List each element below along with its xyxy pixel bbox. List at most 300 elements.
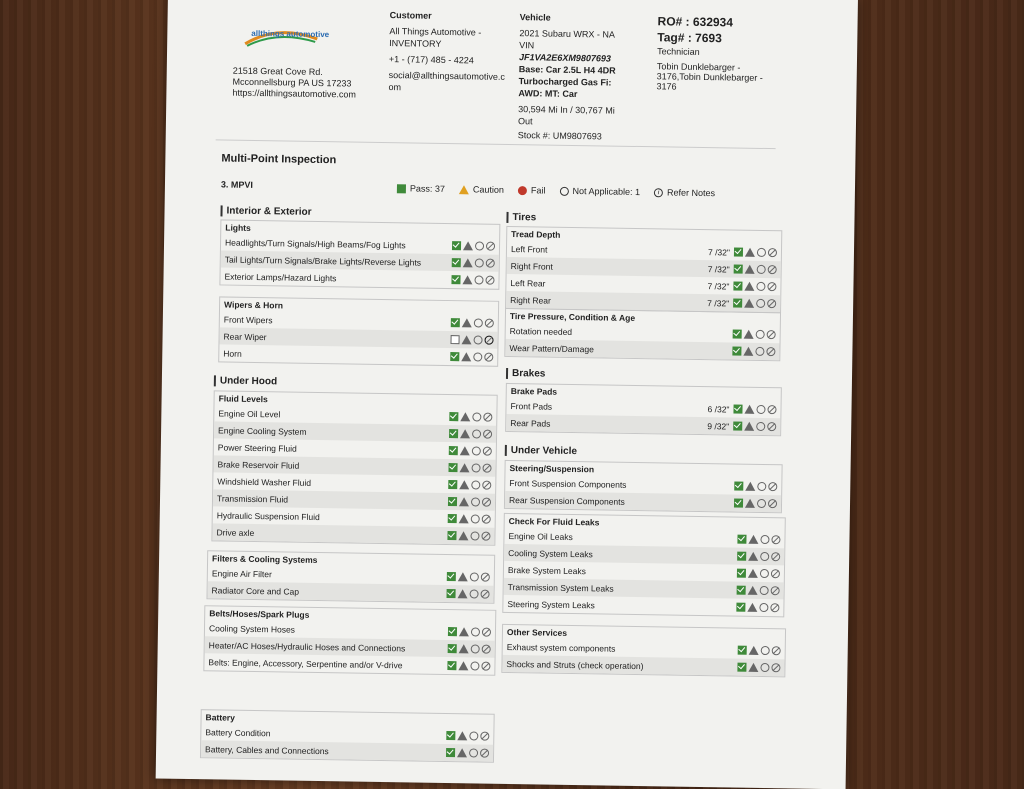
- caution-icon[interactable]: [458, 661, 468, 670]
- pass-check-icon[interactable]: [733, 298, 742, 307]
- vehicle-spec: Base: Car 2.5L H4 4DR: [518, 64, 616, 76]
- status-icons: [448, 497, 491, 507]
- inspection-item-label: Brake System Leaks: [507, 564, 586, 576]
- other-services-group: [501, 624, 786, 677]
- status-icons: [446, 731, 489, 741]
- caution-icon[interactable]: [748, 663, 758, 672]
- not-applicable-icon[interactable]: [485, 319, 494, 328]
- inspection-item-label: Cooling System Hoses: [208, 622, 296, 635]
- fail-icon[interactable]: [757, 248, 766, 257]
- pass-check-icon[interactable]: [733, 281, 742, 290]
- inspection-item-label: Rear Suspension Components: [508, 494, 625, 507]
- pass-check-icon[interactable]: [448, 480, 457, 489]
- group-title: Steering/Suspension: [509, 463, 595, 475]
- not-applicable-icon[interactable]: [484, 336, 493, 345]
- caution-icon[interactable]: [748, 535, 758, 544]
- wipers-horn-group: [218, 296, 499, 366]
- group-title: Other Services: [506, 626, 568, 638]
- status-icons: [448, 514, 491, 524]
- status-icons: [451, 275, 494, 285]
- status-icons: [737, 569, 780, 579]
- pass-check-icon[interactable]: [446, 748, 455, 757]
- vehicle-mileage: Out: [517, 116, 533, 127]
- caution-icon[interactable]: [458, 589, 468, 598]
- inspection-row: [503, 595, 783, 616]
- legend-notes-label: Refer Notes: [666, 187, 716, 199]
- pass-check-icon[interactable]: [448, 514, 457, 523]
- vehicle-mileage: 30,594 Mi In / 30,767 Mi: [518, 104, 615, 116]
- fail-icon[interactable]: [756, 282, 765, 291]
- not-applicable-icon[interactable]: [482, 498, 491, 507]
- not-applicable-icon[interactable]: [484, 353, 493, 362]
- not-applicable-icon[interactable]: [482, 628, 491, 637]
- caution-icon[interactable]: [745, 482, 755, 491]
- not-applicable-icon[interactable]: [772, 646, 781, 655]
- caution-icon[interactable]: [463, 258, 473, 267]
- pass-check-icon[interactable]: [446, 731, 455, 740]
- pass-check-icon[interactable]: [448, 463, 457, 472]
- fail-icon[interactable]: [756, 405, 765, 414]
- caution-icon[interactable]: [747, 603, 757, 612]
- vin-value: JF1VA2E6XM9807693: [518, 52, 611, 64]
- caution-icon[interactable]: [460, 412, 470, 421]
- fail-icon[interactable]: [470, 589, 479, 598]
- pass-check-icon[interactable]: [448, 627, 457, 636]
- pass-check-icon[interactable]: [451, 318, 460, 327]
- caution-icon[interactable]: [463, 241, 473, 250]
- customer-line: All Things Automotive -: [389, 26, 482, 38]
- address-line: Mcconnellsburg PA US 17233: [232, 76, 352, 89]
- fluid-leaks-group: [502, 513, 786, 617]
- pass-check-icon[interactable]: [733, 422, 742, 431]
- caution-icon[interactable]: [748, 552, 758, 561]
- inspection-item-label: Windshield Washer Fluid: [217, 475, 312, 488]
- caution-icon[interactable]: [459, 627, 469, 636]
- not-applicable-icon[interactable]: [480, 590, 489, 599]
- pass-check-icon[interactable]: [447, 589, 456, 598]
- legend-caution-label: Caution: [472, 184, 505, 195]
- inspection-item-label: Right Front: [510, 260, 553, 272]
- not-applicable-icon[interactable]: [771, 663, 780, 672]
- fail-icon[interactable]: [471, 480, 480, 489]
- fail-icon[interactable]: [470, 572, 479, 581]
- not-applicable-icon[interactable]: [768, 482, 777, 491]
- technician-line: 3176: [656, 81, 677, 92]
- inspection-item-label: Exhaust system components: [506, 641, 616, 654]
- inspection-row: [207, 581, 493, 602]
- not-applicable-icon[interactable]: [482, 481, 491, 490]
- status-icons: [734, 248, 777, 258]
- fail-icon[interactable]: [473, 352, 482, 361]
- inspection-item-label: Right Rear: [510, 294, 551, 306]
- group-title: Battery: [205, 712, 235, 723]
- inspection-item-label: Steering System Leaks: [507, 598, 595, 610]
- section-under-hood: Under Hood: [214, 375, 277, 387]
- legend-pass-label: Pass: 37: [409, 183, 446, 194]
- fail-icon[interactable]: [475, 241, 484, 250]
- inspection-sheet: [156, 0, 858, 789]
- status-icons: [732, 346, 775, 356]
- fail-icon[interactable]: [472, 412, 481, 421]
- pass-check-icon[interactable]: [736, 603, 745, 612]
- inspection-row: [220, 267, 498, 288]
- status-icons: [449, 429, 492, 439]
- pass-check-icon[interactable]: [449, 446, 458, 455]
- vehicle-spec: AWD: MT: Car: [518, 88, 578, 100]
- shop-address: [232, 66, 356, 101]
- not-applicable-icon[interactable]: [771, 552, 780, 561]
- inspection-item-label: Power Steering Fluid: [217, 441, 297, 454]
- caution-icon[interactable]: [459, 514, 469, 523]
- status-icons: [447, 589, 490, 599]
- status-icons: [733, 329, 776, 339]
- caution-icon[interactable]: [462, 318, 472, 327]
- not-applicable-icon[interactable]: [486, 259, 495, 268]
- status-icons: [737, 663, 780, 673]
- fail-icon[interactable]: [471, 627, 480, 636]
- pass-check-icon[interactable]: [447, 572, 456, 581]
- fail-icon[interactable]: [760, 552, 769, 561]
- not-applicable-icon[interactable]: [771, 569, 780, 578]
- inspection-row: [219, 344, 497, 365]
- inspection-item-label: Engine Cooling System: [218, 424, 307, 437]
- caution-icon[interactable]: [461, 335, 471, 344]
- vin-label: VIN: [519, 40, 535, 51]
- caution-icon[interactable]: [460, 429, 470, 438]
- not-applicable-icon[interactable]: [480, 732, 489, 741]
- fail-icon[interactable]: [474, 318, 483, 327]
- status-icons: [450, 335, 493, 345]
- legend-notes: [654, 187, 715, 198]
- group-title: Check For Fluid Leaks: [508, 515, 600, 528]
- not-applicable-icon[interactable]: [483, 413, 492, 422]
- tire-pressure-group: [504, 308, 781, 361]
- fail-icon[interactable]: [756, 330, 765, 339]
- status-icons: [450, 352, 493, 362]
- customer-email-cont: om: [388, 82, 402, 93]
- status-icons: [448, 644, 491, 654]
- inspection-item-label: Radiator Core and Cap: [211, 584, 300, 597]
- inspection-item-label: Engine Air Filter: [211, 567, 272, 579]
- caution-icon[interactable]: [744, 405, 754, 414]
- lights-group: [219, 219, 500, 289]
- pass-check-icon[interactable]: [737, 552, 746, 561]
- pass-check-icon[interactable]: [738, 646, 747, 655]
- tag-number: Tag# : 7693: [657, 30, 722, 46]
- legend-na-label: Not Applicable: 1: [572, 185, 641, 198]
- not-applicable-icon[interactable]: [771, 535, 780, 544]
- not-applicable-icon[interactable]: [767, 282, 776, 291]
- inspection-item-label: Cooling System Leaks: [508, 547, 593, 559]
- not-applicable-icon[interactable]: [770, 603, 779, 612]
- fail-icon[interactable]: [473, 335, 482, 344]
- not-applicable-icon[interactable]: [767, 299, 776, 308]
- inspection-title: Multi-Point Inspection: [221, 152, 337, 167]
- status-legend: [397, 183, 715, 198]
- not-applicable-icon[interactable]: [767, 330, 776, 339]
- pass-check-icon[interactable]: [734, 265, 743, 274]
- logo-wordmark: allthings automotive: [251, 28, 330, 40]
- inspection-item-label: Rear Pads: [510, 417, 551, 429]
- pass-check-icon[interactable]: [734, 482, 743, 491]
- measurement-value: 6 /32": [707, 403, 730, 414]
- inspection-row: [201, 740, 493, 762]
- status-icons: [736, 603, 779, 613]
- fail-icon[interactable]: [760, 586, 769, 595]
- fluid-levels-group: [211, 390, 497, 545]
- fail-icon[interactable]: [757, 499, 766, 508]
- not-applicable-icon[interactable]: [480, 749, 489, 758]
- fail-icon[interactable]: [757, 265, 766, 274]
- status-icons: [733, 405, 776, 415]
- pass-check-icon[interactable]: [733, 405, 742, 414]
- caution-icon[interactable]: [459, 463, 469, 472]
- caution-icon[interactable]: [457, 731, 467, 740]
- not-applicable-icon[interactable]: [483, 430, 492, 439]
- ro-number: RO# : 632934: [657, 14, 734, 30]
- not-applicable-icon[interactable]: [771, 586, 780, 595]
- inspection-row: [506, 414, 780, 435]
- legend-na: [559, 186, 640, 197]
- info-icon: i: [654, 188, 663, 197]
- inspection-row: [505, 491, 781, 512]
- caution-icon[interactable]: [743, 347, 753, 356]
- fail-icon[interactable]: [761, 646, 770, 655]
- status-icons: [733, 298, 776, 308]
- pass-check-icon[interactable]: [450, 335, 459, 344]
- customer-line: INVENTORY: [389, 38, 442, 49]
- fail-icon[interactable]: [760, 535, 769, 544]
- inspection-item-label: Front Wipers: [223, 313, 273, 325]
- pass-check-icon[interactable]: [734, 248, 743, 257]
- group-title: Filters & Cooling Systems: [212, 553, 318, 565]
- vehicle-block: [518, 11, 630, 143]
- status-icons: [447, 531, 490, 541]
- customer-email: social@allthingsautomotive.c: [388, 70, 505, 82]
- not-applicable-icon[interactable]: [768, 499, 777, 508]
- address-line: 21518 Great Cove Rd.: [232, 65, 323, 78]
- measurement-value: 7 /32": [707, 297, 730, 308]
- battery-group: [200, 709, 495, 763]
- inspection-item-label: Left Front: [510, 243, 548, 255]
- caution-icon: [459, 185, 469, 194]
- fail-icon[interactable]: [760, 569, 769, 578]
- inspection-item-label: Left Rear: [510, 277, 546, 289]
- status-icons: [448, 627, 491, 637]
- not-applicable-icon[interactable]: [768, 248, 777, 257]
- caution-icon[interactable]: [745, 248, 755, 257]
- pass-check-icon[interactable]: [737, 586, 746, 595]
- inspection-item-label: Wear Pattern/Damage: [509, 342, 594, 354]
- pass-check-icon[interactable]: [737, 569, 746, 578]
- caution-icon[interactable]: [460, 446, 470, 455]
- status-icons: [452, 241, 495, 251]
- fail-icon[interactable]: [755, 347, 764, 356]
- not-applicable-icon[interactable]: [482, 515, 491, 524]
- inspection-item-label: Transmission System Leaks: [507, 581, 614, 594]
- pass-check-icon[interactable]: [447, 531, 456, 540]
- measurement-value: 9 /32": [707, 420, 730, 431]
- legend-pass: [397, 183, 445, 194]
- status-icons: [733, 422, 776, 432]
- inspection-item-label: Shocks and Struts (check operation): [506, 658, 644, 671]
- pass-check-icon[interactable]: [449, 429, 458, 438]
- fail-icon[interactable]: [469, 748, 478, 757]
- fail-icon[interactable]: [760, 663, 769, 672]
- caution-icon[interactable]: [459, 497, 469, 506]
- status-icons: [446, 748, 489, 758]
- inspection-item-label: Rotation needed: [509, 325, 573, 337]
- status-icons: [737, 535, 780, 545]
- not-applicable-icon[interactable]: [767, 422, 776, 431]
- fail-icon[interactable]: [471, 463, 480, 472]
- pass-check-icon[interactable]: [734, 499, 743, 508]
- fail-icon[interactable]: [470, 531, 479, 540]
- group-title: Belts/Hoses/Spark Plugs: [209, 608, 310, 620]
- caution-icon[interactable]: [458, 531, 468, 540]
- group-title: Fluid Levels: [218, 393, 268, 405]
- pass-check-icon[interactable]: [448, 644, 457, 653]
- not-applicable-icon[interactable]: [766, 347, 775, 356]
- pass-check-icon[interactable]: [733, 329, 742, 338]
- caution-icon[interactable]: [745, 265, 755, 274]
- caution-icon[interactable]: [745, 499, 755, 508]
- not-applicable-icon[interactable]: [486, 242, 495, 251]
- not-applicable-icon[interactable]: [481, 573, 490, 582]
- fail-icon[interactable]: [472, 429, 481, 438]
- inspection-item-label: Belts: Engine, Accessory, Serpentine and/or V-drive: [208, 656, 403, 670]
- shop-website: https://allthingsautomotive.com: [232, 87, 357, 100]
- section-tires: Tires: [506, 212, 536, 223]
- not-applicable-icon[interactable]: [483, 447, 492, 456]
- pass-check-icon[interactable]: [449, 412, 458, 421]
- caution-icon[interactable]: [461, 352, 471, 361]
- customer-heading: Customer: [389, 10, 432, 21]
- not-applicable-icon[interactable]: [485, 276, 494, 285]
- caution-icon[interactable]: [749, 646, 759, 655]
- status-icons: [452, 258, 495, 268]
- caution-icon[interactable]: [462, 275, 472, 284]
- section-interior-exterior: Interior & Exterior: [220, 205, 311, 217]
- status-icons: [733, 281, 776, 291]
- pass-check-icon[interactable]: [737, 535, 746, 544]
- technician-heading: Technician: [657, 46, 700, 57]
- vehicle-stock: Stock #: UM9807693: [517, 130, 602, 142]
- fail-icon[interactable]: [469, 731, 478, 740]
- fail-icon[interactable]: [470, 661, 479, 670]
- fail-icon[interactable]: [472, 446, 481, 455]
- fail-icon[interactable]: [474, 275, 483, 284]
- measurement-value: 7 /32": [707, 263, 730, 274]
- pass-check-icon[interactable]: [737, 663, 746, 672]
- group-title: Tire Pressure, Condition & Age: [509, 310, 636, 323]
- inspection-item-label: Rear Wiper: [223, 330, 267, 342]
- not-applicable-icon[interactable]: [768, 265, 777, 274]
- caution-icon[interactable]: [748, 569, 758, 578]
- status-icons: [449, 412, 492, 422]
- status-icons: [734, 482, 777, 492]
- inspection-row: [204, 653, 494, 675]
- inspection-subtitle: 3. MPVI: [220, 179, 254, 190]
- pass-check-icon[interactable]: [447, 661, 456, 670]
- inspection-item-label: Battery Condition: [205, 726, 271, 738]
- fail-icon[interactable]: [759, 603, 768, 612]
- status-icons: [734, 265, 777, 275]
- caution-icon[interactable]: [744, 330, 754, 339]
- fail-icon: [518, 186, 527, 195]
- status-icons: [737, 586, 780, 596]
- pass-check-icon[interactable]: [452, 241, 461, 250]
- not-applicable-icon[interactable]: [481, 662, 490, 671]
- fail-icon[interactable]: [756, 422, 765, 431]
- inspection-item-label: Horn: [223, 347, 242, 359]
- status-icons: [449, 446, 492, 456]
- fail-icon[interactable]: [475, 258, 484, 267]
- pass-check-icon[interactable]: [451, 275, 460, 284]
- inspection-item-label: Transmission Fluid: [216, 492, 289, 505]
- filters-cooling-group: [206, 550, 495, 604]
- brake-pads-group: [505, 383, 782, 436]
- not-applicable-icon[interactable]: [767, 405, 776, 414]
- not-applicable-icon[interactable]: [482, 645, 491, 654]
- order-block: [656, 13, 777, 93]
- pass-check-icon[interactable]: [452, 258, 461, 267]
- divider: [216, 139, 776, 149]
- inspection-item-label: Battery, Cables and Connections: [205, 743, 329, 756]
- status-icons: [737, 552, 780, 562]
- legend-caution: [459, 184, 504, 195]
- pass-check-icon[interactable]: [448, 497, 457, 506]
- fail-icon[interactable]: [471, 514, 480, 523]
- technician-line: 3176,Tobin Dunklebarger -: [656, 71, 763, 83]
- not-applicable-icon[interactable]: [481, 532, 490, 541]
- fail-icon[interactable]: [756, 299, 765, 308]
- legend-fail: [518, 185, 546, 195]
- caution-icon[interactable]: [457, 748, 467, 757]
- caution-icon[interactable]: [748, 586, 758, 595]
- tread-depth-group: [505, 226, 782, 313]
- group-title: Brake Pads: [510, 386, 558, 397]
- fail-icon[interactable]: [471, 644, 480, 653]
- belts-hoses-group: [203, 605, 496, 676]
- inspection-row: [212, 523, 494, 544]
- inspection-item-label: Engine Oil Level: [218, 407, 281, 419]
- not-applicable-icon: [559, 186, 568, 195]
- steering-suspension-group: [504, 460, 783, 513]
- pass-check-icon[interactable]: [450, 352, 459, 361]
- inspection-item-label: Heater/AC Hoses/Hydraulic Hoses and Connections: [208, 639, 406, 653]
- caution-icon[interactable]: [744, 422, 754, 431]
- group-title: Wipers & Horn: [224, 299, 284, 311]
- status-icons: [451, 318, 494, 328]
- status-icons: [448, 480, 491, 490]
- fail-icon[interactable]: [757, 482, 766, 491]
- measurement-value: 7 /32": [707, 280, 730, 291]
- fail-icon[interactable]: [471, 497, 480, 506]
- not-applicable-icon[interactable]: [482, 464, 491, 473]
- vehicle-heading: Vehicle: [519, 12, 551, 23]
- caution-icon[interactable]: [458, 572, 468, 581]
- caution-icon[interactable]: [459, 644, 469, 653]
- caution-icon[interactable]: [744, 299, 754, 308]
- pass-check-icon[interactable]: [732, 346, 741, 355]
- caution-icon[interactable]: [459, 480, 469, 489]
- inspection-row: [502, 655, 784, 676]
- inspection-row: [505, 339, 779, 360]
- status-icons: [738, 646, 781, 656]
- caution-icon[interactable]: [744, 282, 754, 291]
- inspection-item-label: Exterior Lamps/Hazard Lights: [224, 271, 337, 283]
